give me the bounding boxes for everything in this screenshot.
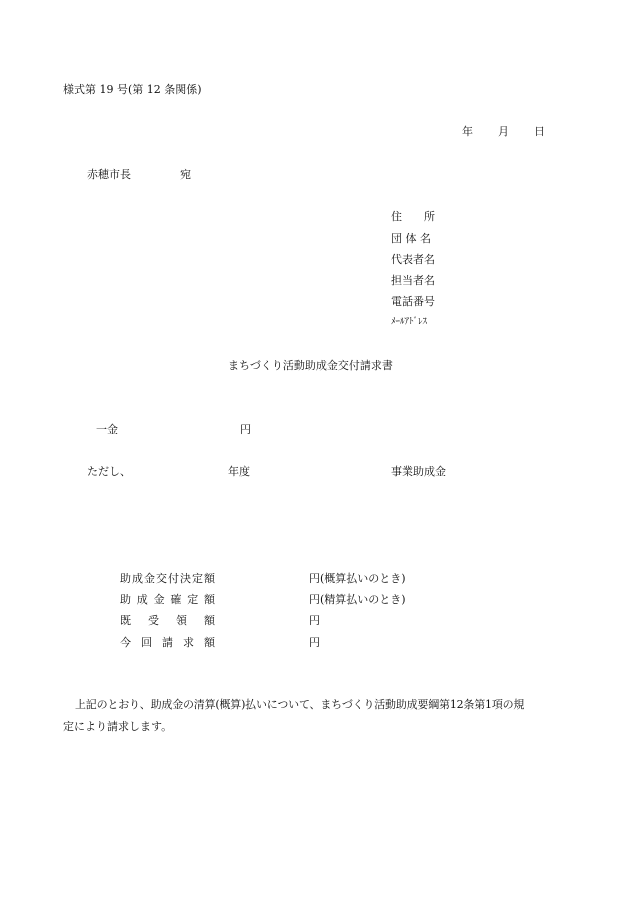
addressee-suffix: 宛 [180, 168, 191, 181]
breakdown-label-current: 今 回 請 求 額 [120, 636, 215, 649]
breakdown-label-received: 既 受 領 額 [120, 614, 215, 627]
field-email: ﾒｰﾙｱﾄﾞﾚｽ [391, 317, 428, 327]
date-year: 年 [462, 125, 473, 138]
field-address: 住 所 [391, 210, 435, 223]
field-representative: 代表者名 [391, 253, 435, 266]
amount-prefix: 一金 [96, 423, 118, 436]
field-group-name: 団 体 名 [391, 232, 431, 245]
proviso-subsidy: 事業助成金 [391, 465, 446, 478]
document-title: まちづくり活動助成金交付請求書 [228, 359, 393, 372]
breakdown-label-confirmed: 助 成 金 確 定 額 [120, 593, 215, 606]
proviso-fiscal-year: 年度 [228, 465, 250, 478]
breakdown-label-decided: 助 成 金 交 付 決 定 額 [120, 572, 215, 585]
proviso-label: ただし、 [87, 465, 131, 478]
form-number: 様式第 19 号(第 12 条関係) [63, 83, 202, 96]
breakdown-value-current: 円 [309, 636, 320, 649]
field-phone: 電話番号 [391, 295, 435, 308]
amount-unit: 円 [240, 423, 251, 436]
breakdown-value-confirmed: 円(精算払いのとき) [309, 593, 406, 606]
body-text-line-2: 定により請求します。 [63, 720, 173, 733]
breakdown-value-received: 円 [309, 614, 320, 627]
body-text-line-1: 上記のとおり、助成金の清算(概算)払いについて、まちづくり活動助成要綱第12条第1項の規 [75, 698, 525, 711]
addressee-name: 赤穂市長 [87, 168, 131, 181]
date-day: 日 [534, 125, 545, 138]
date-month: 月 [498, 125, 509, 138]
field-contact-person: 担当者名 [391, 274, 435, 287]
breakdown-value-decided: 円(概算払いのとき) [309, 572, 406, 585]
